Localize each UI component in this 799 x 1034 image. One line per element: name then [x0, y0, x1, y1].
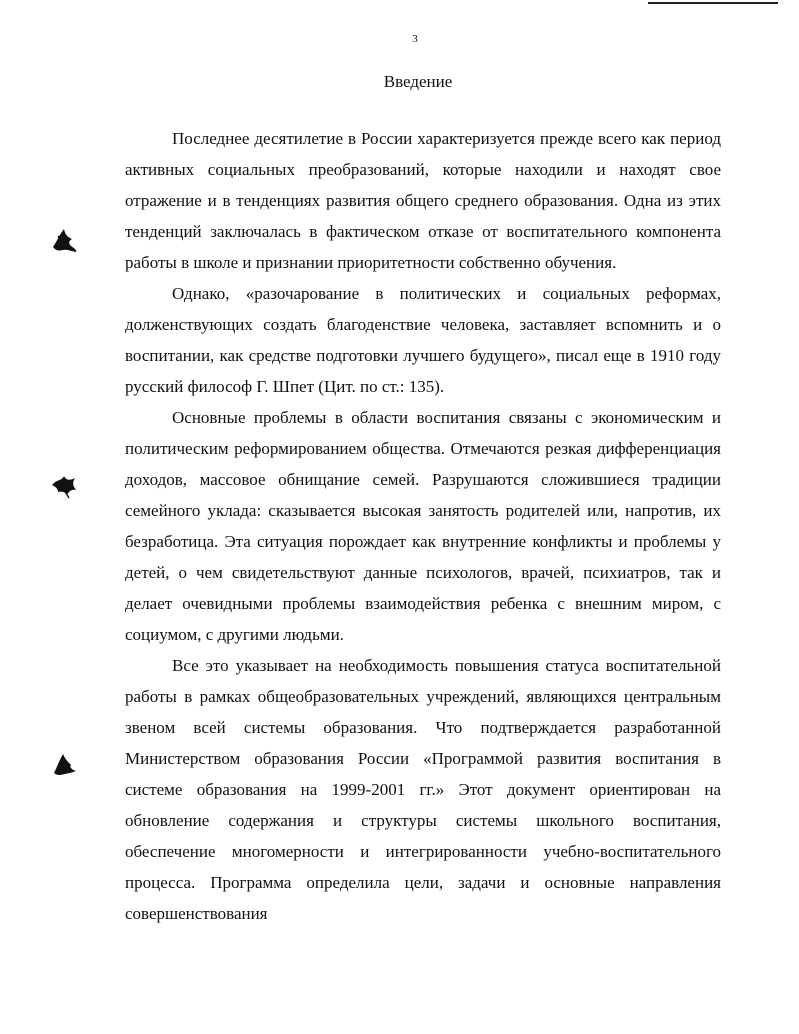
paragraph-3: Основные проблемы в области воспитания связаны с экономическим и политическим реформированием общества. Отмечаются резкая дифференциация доходов, массовое обнищание семей. Разрушаются сложившиеся традиции семейного уклада: сказывается высокая занятость родителей или, напротив, их безработица. Эта ситуация порождает как внутренние конфликты и проблемы у детей, о чем свидетельствуют данные психологов, врачей, психиатров, так и делает очевидными проблемы взаимодействия ребенка с внешним миром, с социумом, с другими людьми. [125, 408, 721, 644]
ink-blot-mark-icon [50, 749, 78, 779]
section-title: Введение [383, 72, 453, 91]
ink-blot-mark-icon [50, 470, 78, 500]
body-text [125, 123, 721, 929]
ink-blot-mark-icon [50, 225, 78, 255]
page-number: 3 [412, 33, 418, 45]
top-edge-rule [648, 2, 778, 4]
paragraph-1: Последнее десятилетие в России характеризуется прежде всего как период активных социальных преобразований, которые находили и находят свое отражение и в тенденциях развития общего среднего образования. Одна из этих тенденций заключалась в фактическом отказе от воспитательного компонента работы в школе и признании приоритетности собственно обучения. [125, 129, 721, 272]
paragraph-4: Все это указывает на необходимость повышения статуса воспитательной работы в рамках общеобразовательных учреждений, являющихся центральным звеном всей системы образования. Что подтверждается разработанной Министерством образования России «Программой развития воспитания в системе образования на 1999-2001 гг.» Этот документ ориентирован на обновление содержания и структуры системы школьного воспитания, обеспечение многомерности и интегрированности учебно-воспитательного процесса. Программа определила цели, задачи и основные направления совершенствования [125, 656, 721, 923]
paragraph-2: Однако, «разочарование в политических и социальных реформах, долженствующих создать благоденствие человека, заставляет вспомнить и о воспитании, как средстве подготовки лучшего будущего», писал еще в 1910 году русский философ Г. Шпет (Цит. по ст.: 135). [125, 284, 721, 396]
